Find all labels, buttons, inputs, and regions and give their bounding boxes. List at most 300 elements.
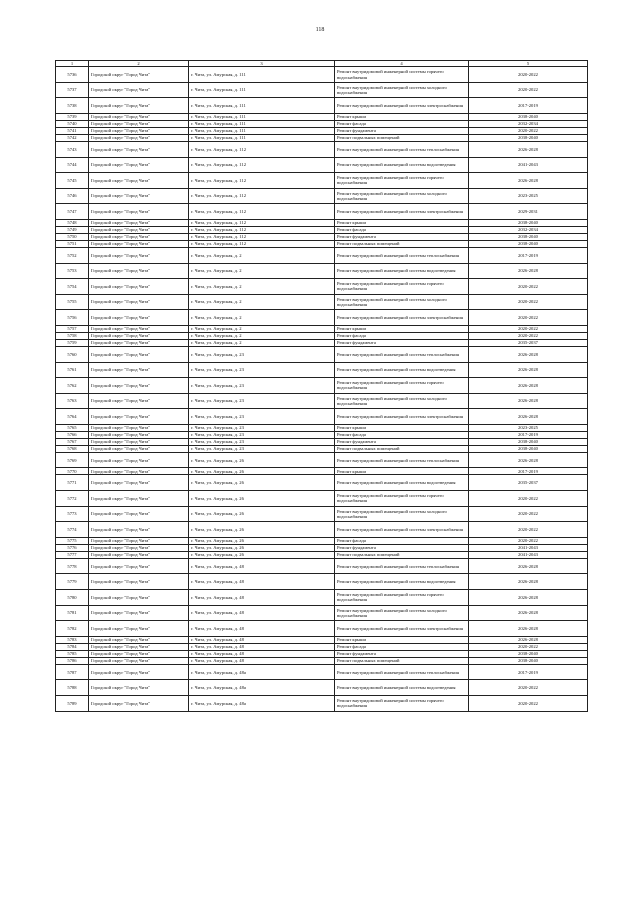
work-type-cell: Ремонт внутридомовой инженерной системы горячего водоснабжения (335, 67, 469, 83)
period-cell: 2017-2019 (469, 431, 588, 438)
address-cell: г. Чита, ул. Амурская, д. 48 (189, 605, 335, 621)
work-type-cell: Ремонт фундамента (335, 650, 469, 657)
table-row (56, 468, 588, 475)
address-cell: г. Чита, ул. Амурская, д. 111 (189, 134, 335, 141)
table-row (56, 378, 588, 394)
table-row (56, 233, 588, 240)
table-row (56, 621, 588, 637)
row-number-cell: 5760 (56, 346, 89, 362)
period-cell: 2026-2028 (469, 263, 588, 279)
municipality-cell: Городской округ "Город Чита" (89, 204, 189, 220)
address-cell: г. Чита, ул. Амурская, д. 112 (189, 188, 335, 204)
table-row (56, 452, 588, 468)
work-type-cell: Ремонт внутридомовой инженерной системы горячего водоснабжения (335, 378, 469, 394)
address-cell: г. Чита, ул. Амурская, д. 48 (189, 621, 335, 637)
period-cell: 2026-2028 (469, 141, 588, 157)
row-number-cell: 5783 (56, 636, 89, 643)
table-row (56, 393, 588, 409)
address-cell: г. Чита, ул. Амурская, д. 112 (189, 240, 335, 247)
work-type-cell: Ремонт внутридомовой инженерной системы водоотведения (335, 263, 469, 279)
municipality-cell: Городской округ "Город Чита" (89, 424, 189, 431)
address-cell: г. Чита, ул. Амурская, д. 26 (189, 468, 335, 475)
municipality-cell: Городской округ "Город Чита" (89, 263, 189, 279)
work-type-cell: Ремонт внутридомовой инженерной системы теплоснабжения (335, 664, 469, 680)
row-number-cell: 5777 (56, 551, 89, 558)
row-number-cell: 5737 (56, 82, 89, 98)
work-type-cell: Ремонт внутридомовой инженерной системы электроснабжения (335, 310, 469, 326)
municipality-cell: Городской округ "Город Чита" (89, 544, 189, 551)
column-header: 1 (56, 61, 89, 67)
work-type-cell: Ремонт фасада (335, 537, 469, 544)
work-type-cell: Ремонт внутридомовой инженерной системы горячего водоснабжения (335, 491, 469, 507)
municipality-cell: Городской округ "Город Чита" (89, 332, 189, 339)
period-cell: 2026-2028 (469, 558, 588, 574)
address-cell: г. Чита, ул. Амурская, д. 112 (189, 141, 335, 157)
work-type-cell: Ремонт подвальных помещений (335, 657, 469, 664)
capital-repair-table (55, 60, 588, 712)
period-cell: 2026-2028 (469, 346, 588, 362)
period-cell: 2017-2019 (469, 98, 588, 114)
table-row (56, 332, 588, 339)
work-type-cell: Ремонт внутридомовой инженерной системы водоотведения (335, 362, 469, 378)
address-cell: г. Чита, ул. Амурская, д. 26 (189, 491, 335, 507)
period-cell: 2038-2040 (469, 113, 588, 120)
address-cell: г. Чита, ул. Амурская, д. 23 (189, 445, 335, 452)
municipality-cell: Городской округ "Город Чита" (89, 240, 189, 247)
work-type-cell: Ремонт подвальных помещений (335, 240, 469, 247)
municipality-cell: Городской округ "Город Чита" (89, 226, 189, 233)
row-number-cell: 5784 (56, 643, 89, 650)
address-cell: г. Чита, ул. Амурская, д. 48 (189, 657, 335, 664)
period-cell: 2020-2022 (469, 680, 588, 696)
work-type-cell: Ремонт внутридомовой инженерной системы холодного водоснабжения (335, 605, 469, 621)
municipality-cell: Городской округ "Город Чита" (89, 188, 189, 204)
municipality-cell: Городской округ "Город Чита" (89, 173, 189, 189)
work-type-cell: Ремонт фасада (335, 431, 469, 438)
municipality-cell: Городской округ "Город Чита" (89, 452, 189, 468)
municipality-cell: Городской округ "Город Чита" (89, 590, 189, 606)
municipality-cell: Городской округ "Город Чита" (89, 445, 189, 452)
row-number-cell: 5775 (56, 537, 89, 544)
address-cell: г. Чита, ул. Амурская, д. 48 (189, 650, 335, 657)
work-type-cell: Ремонт подвальных помещений (335, 551, 469, 558)
row-number-cell: 5755 (56, 294, 89, 310)
municipality-cell: Городской округ "Город Чита" (89, 558, 189, 574)
period-cell: 2020-2022 (469, 537, 588, 544)
row-number-cell: 5746 (56, 188, 89, 204)
work-type-cell: Ремонт подвальных помещений (335, 445, 469, 452)
table-row (56, 424, 588, 431)
work-type-cell: Ремонт внутридомовой инженерной системы теплоснабжения (335, 452, 469, 468)
address-cell: г. Чита, ул. Амурская, д. 26 (189, 544, 335, 551)
table-row (56, 650, 588, 657)
municipality-cell: Городской округ "Город Чита" (89, 141, 189, 157)
municipality-cell: Городской округ "Город Чита" (89, 438, 189, 445)
work-type-cell: Ремонт внутридомовой инженерной системы горячего водоснабжения (335, 590, 469, 606)
period-cell: 2038-2040 (469, 219, 588, 226)
row-number-cell: 5763 (56, 393, 89, 409)
period-cell: 2026-2028 (469, 590, 588, 606)
period-cell: 2026-2028 (469, 378, 588, 394)
work-type-cell: Ремонт внутридомовой инженерной системы горячего водоснабжения (335, 173, 469, 189)
period-cell: 2026-2028 (469, 621, 588, 637)
table-row (56, 445, 588, 452)
table-row (56, 263, 588, 279)
municipality-cell: Городской округ "Город Чита" (89, 346, 189, 362)
row-number-cell: 5744 (56, 157, 89, 173)
period-cell: 2020-2022 (469, 522, 588, 538)
work-type-cell: Ремонт фундамента (335, 127, 469, 134)
address-cell: г. Чита, ул. Амурская, д. 48 (189, 636, 335, 643)
column-header: 5 (469, 61, 588, 67)
row-number-cell: 5773 (56, 506, 89, 522)
table-row (56, 551, 588, 558)
municipality-cell: Городской округ "Город Чита" (89, 491, 189, 507)
period-cell: 2020-2022 (469, 82, 588, 98)
municipality-cell: Городской округ "Город Чита" (89, 247, 189, 263)
address-cell: г. Чита, ул. Амурская, д. 111 (189, 98, 335, 114)
row-number-cell: 5748 (56, 219, 89, 226)
row-number-cell: 5743 (56, 141, 89, 157)
period-cell: 2026-2028 (469, 409, 588, 425)
work-type-cell: Ремонт фундамента (335, 438, 469, 445)
municipality-cell: Городской округ "Город Чита" (89, 522, 189, 538)
work-type-cell: Ремонт внутридомовой инженерной системы теплоснабжения (335, 558, 469, 574)
table-row (56, 558, 588, 574)
row-number-cell: 5768 (56, 445, 89, 452)
row-number-cell: 5758 (56, 332, 89, 339)
address-cell: г. Чита, ул. Амурская, д. 48 (189, 558, 335, 574)
work-type-cell: Ремонт крыши (335, 325, 469, 332)
work-type-cell: Ремонт крыши (335, 636, 469, 643)
address-cell: г. Чита, ул. Амурская, д. 2 (189, 325, 335, 332)
row-number-cell: 5787 (56, 664, 89, 680)
work-type-cell: Ремонт внутридомовой инженерной системы холодного водоснабжения (335, 188, 469, 204)
table-row (56, 173, 588, 189)
work-type-cell: Ремонт внутридомовой инженерной системы холодного водоснабжения (335, 294, 469, 310)
address-cell: г. Чита, ул. Амурская, д. 112 (189, 157, 335, 173)
row-number-cell: 5738 (56, 98, 89, 114)
work-type-cell: Ремонт внутридомовой инженерной системы холодного водоснабжения (335, 393, 469, 409)
column-header: 2 (89, 61, 189, 67)
address-cell: г. Чита, ул. Амурская, д. 111 (189, 127, 335, 134)
period-cell: 2038-2040 (469, 445, 588, 452)
address-cell: г. Чита, ул. Амурская, д. 48а (189, 696, 335, 712)
period-cell: 2020-2022 (469, 310, 588, 326)
row-number-cell: 5736 (56, 67, 89, 83)
period-cell: 2026-2028 (469, 173, 588, 189)
table-row (56, 696, 588, 712)
address-cell: г. Чита, ул. Амурская, д. 111 (189, 120, 335, 127)
period-cell: 2029-2031 (469, 204, 588, 220)
municipality-cell: Городской округ "Город Чита" (89, 294, 189, 310)
row-number-cell: 5786 (56, 657, 89, 664)
period-cell: 2041-2043 (469, 551, 588, 558)
municipality-cell: Городской округ "Город Чита" (89, 551, 189, 558)
row-number-cell: 5759 (56, 339, 89, 346)
work-type-cell: Ремонт внутридомовой инженерной системы электроснабжения (335, 204, 469, 220)
table-row (56, 362, 588, 378)
table-row (56, 537, 588, 544)
municipality-cell: Городской округ "Город Чита" (89, 537, 189, 544)
period-cell: 2020-2022 (469, 127, 588, 134)
row-number-cell: 5772 (56, 491, 89, 507)
table-row (56, 113, 588, 120)
address-cell: г. Чита, ул. Амурская, д. 112 (189, 233, 335, 240)
municipality-cell: Городской округ "Город Чита" (89, 279, 189, 295)
row-number-cell: 5779 (56, 574, 89, 590)
period-cell: 2020-2022 (469, 325, 588, 332)
row-number-cell: 5745 (56, 173, 89, 189)
row-number-cell: 5785 (56, 650, 89, 657)
address-cell: г. Чита, ул. Амурская, д. 26 (189, 551, 335, 558)
table-row (56, 310, 588, 326)
work-type-cell: Ремонт внутридомовой инженерной системы теплоснабжения (335, 346, 469, 362)
work-type-cell: Ремонт фундамента (335, 233, 469, 240)
table-row (56, 680, 588, 696)
address-cell: г. Чита, ул. Амурская, д. 2 (189, 263, 335, 279)
row-number-cell: 5739 (56, 113, 89, 120)
municipality-cell: Городской округ "Город Чита" (89, 362, 189, 378)
period-cell: 2035-2037 (469, 339, 588, 346)
municipality-cell: Городской округ "Город Чита" (89, 219, 189, 226)
work-type-cell: Ремонт фундамента (335, 339, 469, 346)
period-cell: 2038-2040 (469, 650, 588, 657)
municipality-cell: Городской округ "Город Чита" (89, 431, 189, 438)
table-row (56, 120, 588, 127)
table-row (56, 643, 588, 650)
municipality-cell: Городской округ "Город Чита" (89, 636, 189, 643)
table-row (56, 664, 588, 680)
work-type-cell: Ремонт крыши (335, 113, 469, 120)
column-header: 3 (189, 61, 335, 67)
table-row (56, 636, 588, 643)
municipality-cell: Городской округ "Город Чита" (89, 98, 189, 114)
table-row (56, 491, 588, 507)
municipality-cell: Городской округ "Город Чита" (89, 657, 189, 664)
address-cell: г. Чита, ул. Амурская, д. 23 (189, 378, 335, 394)
address-cell: г. Чита, ул. Амурская, д. 48а (189, 680, 335, 696)
period-cell: 2023-2025 (469, 424, 588, 431)
period-cell: 2020-2022 (469, 67, 588, 83)
period-cell: 2026-2028 (469, 636, 588, 643)
municipality-cell: Городской округ "Город Чита" (89, 664, 189, 680)
row-number-cell: 5747 (56, 204, 89, 220)
address-cell: г. Чита, ул. Амурская, д. 112 (189, 226, 335, 233)
municipality-cell: Городской округ "Город Чита" (89, 67, 189, 83)
page-number: 118 (315, 27, 325, 33)
row-number-cell: 5789 (56, 696, 89, 712)
row-number-cell: 5753 (56, 263, 89, 279)
table-row (56, 157, 588, 173)
column-header: 4 (335, 61, 469, 67)
table-row (56, 506, 588, 522)
period-cell: 2017-2019 (469, 468, 588, 475)
row-number-cell: 5781 (56, 605, 89, 621)
table-row (56, 409, 588, 425)
municipality-cell: Городской округ "Город Чита" (89, 696, 189, 712)
address-cell: г. Чита, ул. Амурская, д. 111 (189, 113, 335, 120)
row-number-cell: 5742 (56, 134, 89, 141)
table-row (56, 134, 588, 141)
table-row (56, 574, 588, 590)
address-cell: г. Чита, ул. Амурская, д. 48 (189, 643, 335, 650)
work-type-cell: Ремонт внутридомовой инженерной системы водоотведения (335, 157, 469, 173)
row-number-cell: 5750 (56, 233, 89, 240)
address-cell: г. Чита, ул. Амурская, д. 2 (189, 339, 335, 346)
table-row (56, 67, 588, 83)
table-row (56, 590, 588, 606)
work-type-cell: Ремонт крыши (335, 424, 469, 431)
address-cell: г. Чита, ул. Амурская, д. 48 (189, 574, 335, 590)
period-cell: 2026-2028 (469, 393, 588, 409)
work-type-cell: Ремонт внутридомовой инженерной системы холодного водоснабжения (335, 506, 469, 522)
table-row (56, 188, 588, 204)
municipality-cell: Городской округ "Город Чита" (89, 574, 189, 590)
period-cell: 2017-2019 (469, 247, 588, 263)
address-cell: г. Чита, ул. Амурская, д. 112 (189, 204, 335, 220)
row-number-cell: 5776 (56, 544, 89, 551)
table-row (56, 127, 588, 134)
municipality-cell: Городской округ "Город Чита" (89, 621, 189, 637)
work-type-cell: Ремонт крыши (335, 468, 469, 475)
address-cell: г. Чита, ул. Амурская, д. 48а (189, 664, 335, 680)
address-cell: г. Чита, ул. Амурская, д. 111 (189, 67, 335, 83)
municipality-cell: Городской округ "Город Чита" (89, 339, 189, 346)
work-type-cell: Ремонт внутридомовой инженерной системы горячего водоснабжения (335, 696, 469, 712)
work-type-cell: Ремонт внутридомовой инженерной системы холодного водоснабжения (335, 82, 469, 98)
period-cell: 2020-2022 (469, 506, 588, 522)
row-number-cell: 5782 (56, 621, 89, 637)
table-row (56, 431, 588, 438)
address-cell: г. Чита, ул. Амурская, д. 23 (189, 438, 335, 445)
row-number-cell: 5770 (56, 468, 89, 475)
row-number-cell: 5756 (56, 310, 89, 326)
work-type-cell: Ремонт внутридомовой инженерной системы теплоснабжения (335, 141, 469, 157)
municipality-cell: Городской округ "Город Чита" (89, 127, 189, 134)
period-cell: 2017-2019 (469, 664, 588, 680)
address-cell: г. Чита, ул. Амурская, д. 2 (189, 247, 335, 263)
table-row (56, 544, 588, 551)
table-row (56, 522, 588, 538)
municipality-cell: Городской округ "Город Чита" (89, 650, 189, 657)
municipality-cell: Городской округ "Город Чита" (89, 605, 189, 621)
table-row (56, 82, 588, 98)
work-type-cell: Ремонт фасада (335, 120, 469, 127)
period-cell: 2026-2028 (469, 605, 588, 621)
row-number-cell: 5767 (56, 438, 89, 445)
municipality-cell: Городской округ "Город Чита" (89, 82, 189, 98)
address-cell: г. Чита, ул. Амурская, д. 23 (189, 431, 335, 438)
address-cell: г. Чита, ул. Амурская, д. 26 (189, 506, 335, 522)
work-type-cell: Ремонт внутридомовой инженерной системы теплоснабжения (335, 247, 469, 263)
address-cell: г. Чита, ул. Амурская, д. 2 (189, 279, 335, 295)
address-cell: г. Чита, ул. Амурская, д. 26 (189, 452, 335, 468)
municipality-cell: Городской округ "Город Чита" (89, 310, 189, 326)
address-cell: г. Чита, ул. Амурская, д. 111 (189, 82, 335, 98)
period-cell: 2020-2022 (469, 643, 588, 650)
period-cell: 2032-2034 (469, 226, 588, 233)
address-cell: г. Чита, ул. Амурская, д. 23 (189, 424, 335, 431)
address-cell: г. Чита, ул. Амурская, д. 112 (189, 173, 335, 189)
row-number-cell: 5749 (56, 226, 89, 233)
municipality-cell: Городской округ "Город Чита" (89, 325, 189, 332)
table-row (56, 438, 588, 445)
table-row (56, 240, 588, 247)
work-type-cell: Ремонт внутридомовой инженерной системы водоотведения (335, 574, 469, 590)
work-type-cell: Ремонт внутридомовой инженерной системы электроснабжения (335, 409, 469, 425)
row-number-cell: 5754 (56, 279, 89, 295)
table-row (56, 294, 588, 310)
municipality-cell: Городской округ "Город Чита" (89, 468, 189, 475)
address-cell: г. Чита, ул. Амурская, д. 2 (189, 294, 335, 310)
period-cell: 2020-2022 (469, 294, 588, 310)
address-cell: г. Чита, ул. Амурская, д. 23 (189, 362, 335, 378)
address-cell: г. Чита, ул. Амурская, д. 48 (189, 590, 335, 606)
row-number-cell: 5757 (56, 325, 89, 332)
municipality-cell: Городской округ "Город Чита" (89, 506, 189, 522)
period-cell: 2038-2040 (469, 438, 588, 445)
work-type-cell: Ремонт фасада (335, 332, 469, 339)
row-number-cell: 5771 (56, 475, 89, 491)
table-row (56, 657, 588, 664)
period-cell: 2038-2040 (469, 240, 588, 247)
address-cell: г. Чита, ул. Амурская, д. 2 (189, 310, 335, 326)
municipality-cell: Городской округ "Город Чита" (89, 113, 189, 120)
period-cell: 2026-2028 (469, 452, 588, 468)
row-number-cell: 5762 (56, 378, 89, 394)
work-type-cell: Ремонт внутридомовой инженерной системы электроснабжения (335, 621, 469, 637)
work-type-cell: Ремонт подвальных помещений (335, 134, 469, 141)
table-row (56, 247, 588, 263)
work-type-cell: Ремонт фундамента (335, 544, 469, 551)
row-number-cell: 5741 (56, 127, 89, 134)
row-number-cell: 5778 (56, 558, 89, 574)
table-row (56, 605, 588, 621)
period-cell: 2035-2037 (469, 475, 588, 491)
work-type-cell: Ремонт внутридомовой инженерной системы электроснабжения (335, 98, 469, 114)
address-cell: г. Чита, ул. Амурская, д. 26 (189, 475, 335, 491)
row-number-cell: 5788 (56, 680, 89, 696)
table-row (56, 339, 588, 346)
table-row (56, 98, 588, 114)
table-row (56, 226, 588, 233)
period-cell: 2032-2034 (469, 120, 588, 127)
table-row (56, 475, 588, 491)
municipality-cell: Городской округ "Город Чита" (89, 157, 189, 173)
municipality-cell: Городской округ "Город Чита" (89, 409, 189, 425)
period-cell: 2038-2040 (469, 233, 588, 240)
work-type-cell: Ремонт внутридомовой инженерной системы горячего водоснабжения (335, 279, 469, 295)
municipality-cell: Городской округ "Город Чита" (89, 120, 189, 127)
period-cell: 2020-2022 (469, 332, 588, 339)
row-number-cell: 5752 (56, 247, 89, 263)
work-type-cell: Ремонт внутридомовой инженерной системы электроснабжения (335, 522, 469, 538)
row-number-cell: 5766 (56, 431, 89, 438)
work-type-cell: Ремонт фасада (335, 643, 469, 650)
table-row (56, 346, 588, 362)
municipality-cell: Городской округ "Город Чита" (89, 643, 189, 650)
work-type-cell: Ремонт внутридомовой инженерной системы водоотведения (335, 475, 469, 491)
period-cell: 2020-2022 (469, 696, 588, 712)
table-body (56, 61, 588, 712)
period-cell: 2020-2022 (469, 491, 588, 507)
address-cell: г. Чита, ул. Амурская, д. 2 (189, 332, 335, 339)
period-cell: 2026-2028 (469, 362, 588, 378)
municipality-cell: Городской округ "Город Чита" (89, 134, 189, 141)
municipality-cell: Городской округ "Город Чита" (89, 393, 189, 409)
table-row (56, 204, 588, 220)
